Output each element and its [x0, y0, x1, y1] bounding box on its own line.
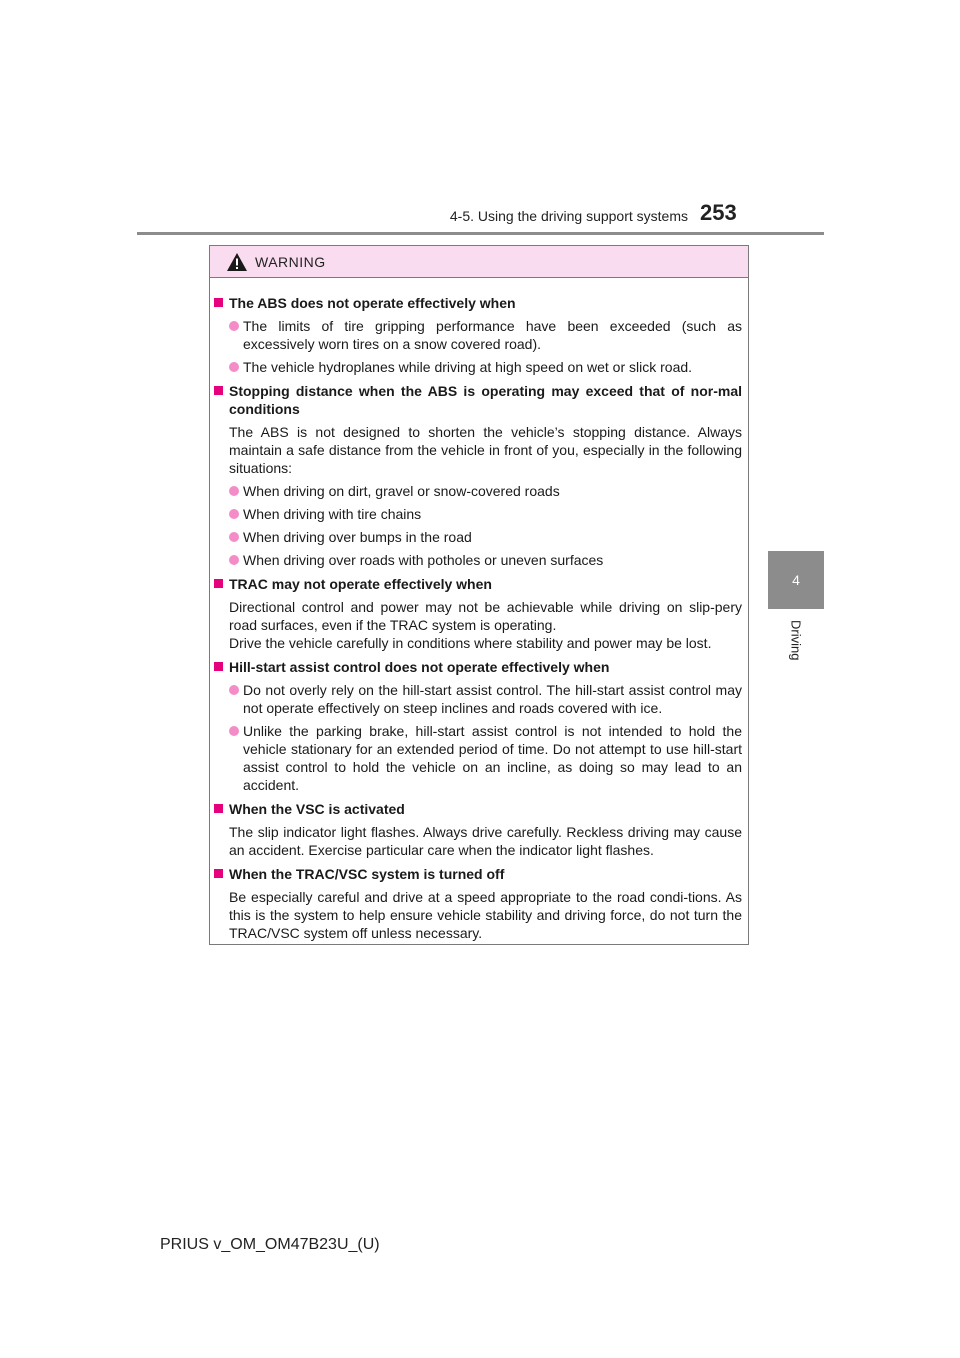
warning-body [210, 278, 748, 942]
bullet-text: When driving over roads with potholes or uneven surfaces [243, 552, 604, 568]
bullet-text: When driving with tire chains [243, 506, 422, 522]
bullet-item [214, 482, 742, 500]
heading-square-icon [214, 298, 223, 307]
warning-header [210, 246, 748, 278]
heading-text: TRAC may not operate effectively when [229, 576, 492, 592]
bullet-dot-icon [229, 532, 239, 542]
bullet-item [214, 317, 742, 353]
bullet-dot-icon [229, 362, 239, 372]
warning-heading [214, 865, 742, 883]
warning-title: WARNING [255, 253, 326, 270]
bullet-text: The vehicle hydroplanes while driving at high speed on wet or slick road. [243, 359, 693, 375]
footer-manual-code: PRIUS v_OM_OM47B23U_(U) [160, 1236, 380, 1253]
bullet-dot-icon [229, 509, 239, 519]
heading-text: When the TRAC/VSC system is turned off [229, 866, 505, 882]
bullet-item [214, 505, 742, 523]
bullet-text: The limits of tire gripping performance have been exceeded (such as excessively worn tires on a snow covered road). [243, 318, 742, 352]
heading-text: The ABS does not operate effectively when [229, 295, 516, 311]
bullet-text: When driving on dirt, gravel or snow-covered roads [243, 483, 560, 499]
paragraph: The ABS is not designed to shorten the vehicle’s stopping distance. Always maintain a safe distance from the vehicle in front of you, especially in the following situations: [229, 424, 742, 476]
paragraph: Drive the vehicle carefully in conditions where stability and power may be lost. [229, 635, 712, 651]
bullet-dot-icon [229, 726, 239, 736]
heading-text: Hill-start assist control does not operate effectively when [229, 659, 610, 675]
warning-heading [214, 575, 742, 593]
heading-square-icon [214, 662, 223, 671]
warning-heading [214, 658, 742, 676]
page-number: 253 [700, 200, 737, 225]
bullet-item [214, 528, 742, 546]
warning-heading [214, 382, 742, 418]
heading-square-icon [214, 386, 223, 395]
bullet-dot-icon [229, 685, 239, 695]
bullet-item [214, 551, 742, 569]
heading-text: When the VSC is activated [229, 801, 405, 817]
bullet-text: Do not overly rely on the hill-start assist control. The hill-start assist control may not operate effectively on steep inclines and roads covered with ice. [243, 682, 742, 716]
warning-triangle-icon [226, 252, 248, 272]
heading-text: Stopping distance when the ABS is operating may exceed that of nor-mal conditions [229, 383, 742, 417]
bullet-item [214, 722, 742, 794]
warning-heading [214, 800, 742, 818]
bullet-text: Unlike the parking brake, hill-start assist control is not intended to hold the vehicle stationary for an extended period of time. Do not attempt to use hill-start assist control to hold the vehicle on an incline, as doing so may lead to an accident. [243, 723, 742, 793]
warning-box [209, 245, 749, 945]
paragraph: The slip indicator light flashes. Always drive carefully. Reckless driving may cause an accident. Exercise particular care when the indicator light flashes. [229, 824, 742, 858]
heading-square-icon [214, 804, 223, 813]
heading-square-icon [214, 579, 223, 588]
bullet-dot-icon [229, 555, 239, 565]
paragraph: Directional control and power may not be achievable while driving on slip-pery road surfaces, even if the TRAC system is operating. [229, 599, 742, 633]
paragraph: Be especially careful and drive at a speed appropriate to the road condi-tions. As this is the system to help ensure vehicle stability and driving force, do not turn the TRAC/VSC system off unless necessary. [229, 889, 742, 941]
bullet-dot-icon [229, 321, 239, 331]
bullet-dot-icon [229, 486, 239, 496]
chapter-label: Driving [788, 620, 804, 661]
section-title: 4-5. Using the driving support systems [449, 208, 688, 224]
chapter-tab: 4 [768, 551, 824, 609]
warning-heading [214, 294, 742, 312]
bullet-item [214, 681, 742, 717]
bullet-text: When driving over bumps in the road [243, 529, 472, 545]
bullet-item [214, 358, 742, 376]
header-rule [137, 232, 824, 235]
heading-square-icon [214, 869, 223, 878]
